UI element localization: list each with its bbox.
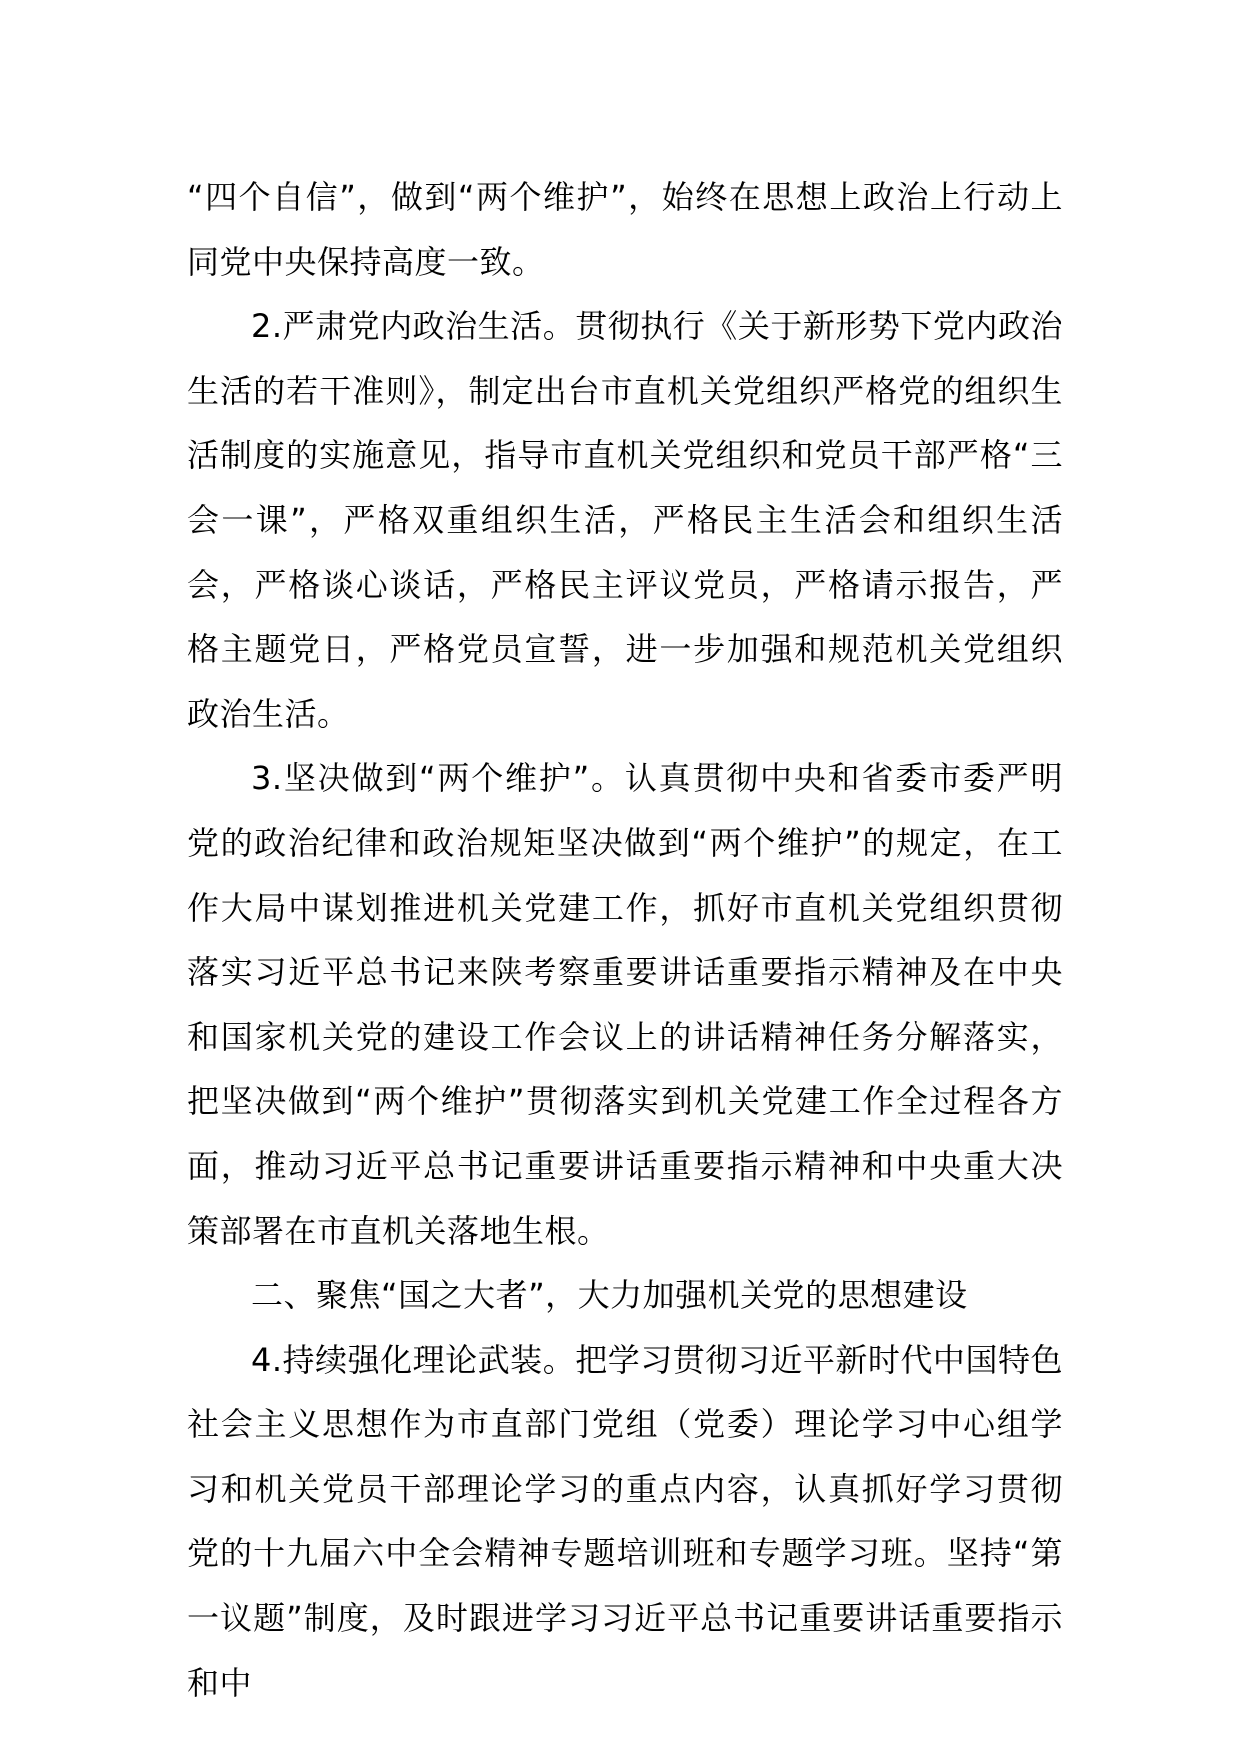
paragraph-item-2: 2.严肃党内政治生活。贯彻执行《关于新形势下党内政治生活的若干准则》，制定出台市直机关党组织严格党的组织生活制度的实施意见，指导市直机关党组织和党员干部严格“三会一课”，严格双重组织生活，严格民主生活会和组织生活会，严格谈心谈话，严格民主评议党员，严格请示报告，严格主题党日，严格党员宣誓，进一步加强和规范机关党组织政治生活。 xyxy=(187,307,1063,733)
paragraph-continuation: “四个自信”，做到“两个维护”，始终在思想上政治上行动上同党中央保持高度一致。 xyxy=(187,178,1063,281)
paragraph-item-3: 3.坚决做到“两个维护”。认真贯彻中央和省委市委严明党的政治纪律和政治规矩坚决做到“两个维护”的规定，在工作大局中谋划推进机关党建工作，抓好市直机关党组织贯彻落实习近平总书记来陕考察重要讲话重要指示精神及在中央和国家机关党的建设工作会议上的讲话精神任务分解落实，把坚决做到“两个维护”贯彻落实到机关党建工作全过程各方面，推动习近平总书记重要讲话重要指示精神和中央重大决策部署在市直机关落地生根。 xyxy=(187,759,1063,1250)
section-heading-2: 二、聚焦“国之大者”，大力加强机关党的思想建设 xyxy=(251,1276,968,1315)
paragraph-item-4: 4.持续强化理论武装。把学习贯彻习近平新时代中国特色社会主义思想作为市直部门党组（党委）理论学习中心组学习和机关党员干部理论学习的重点内容，认真抓好学习贯彻党的十九届六中全会精神专题培训班和专题学习班。坚持“第一议题”制度，及时跟进学习习近平总书记重要讲话重要指示和中 xyxy=(187,1340,1063,1702)
document-page xyxy=(187,165,1063,1715)
